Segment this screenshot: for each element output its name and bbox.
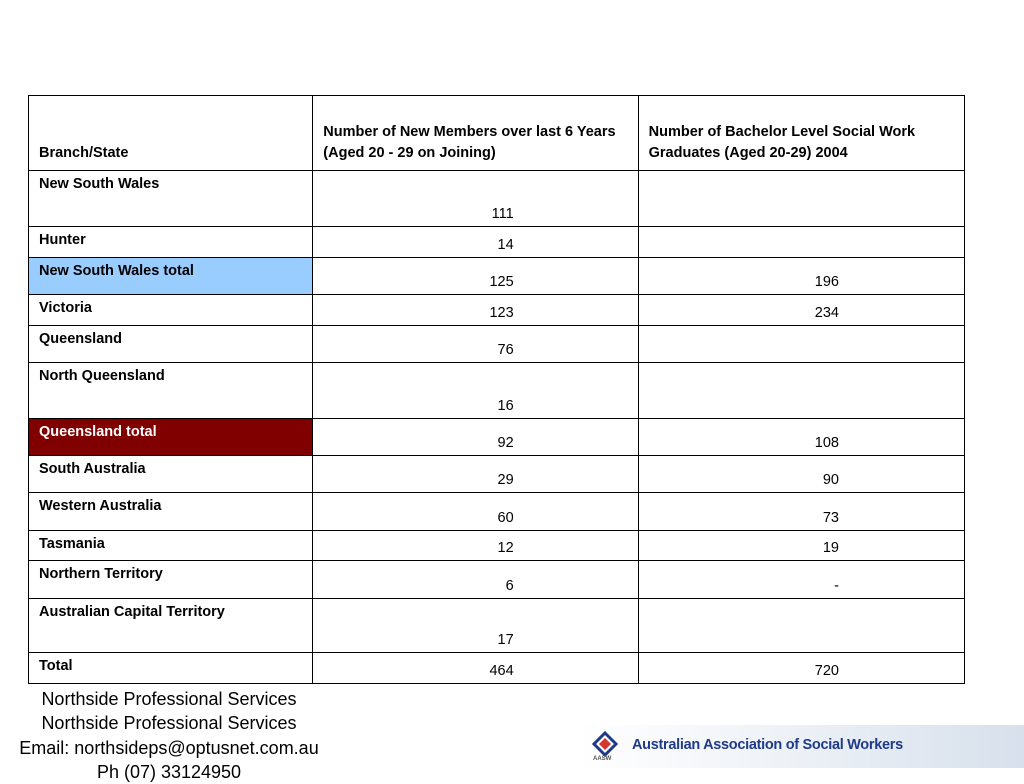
- graduates-cell: 90: [638, 456, 964, 493]
- graduates-cell: 196: [638, 258, 964, 295]
- branch-cell: South Australia: [29, 456, 313, 493]
- branch-cell: North Queensland: [29, 363, 313, 419]
- members-cell: 92: [313, 419, 638, 456]
- graduates-cell: [638, 227, 964, 258]
- table-row: [29, 419, 965, 456]
- graduates-cell: [638, 171, 964, 227]
- graduates-cell: -: [638, 561, 964, 599]
- table-row: [29, 561, 965, 599]
- header-graduates: Number of Bachelor Level Social Work Graduates (Aged 20-29) 2004: [638, 96, 964, 171]
- branch-cell: Hunter: [29, 227, 313, 258]
- branch-cell-highlighted: Queensland total: [29, 419, 313, 456]
- graduates-cell: [638, 599, 964, 653]
- members-cell: 111: [313, 171, 638, 227]
- table-row: [29, 295, 965, 326]
- table-row: [29, 227, 965, 258]
- members-cell: 12: [313, 531, 638, 561]
- logo-abbreviation: AASW: [593, 756, 612, 762]
- members-cell: 17: [313, 599, 638, 653]
- branch-cell: Victoria: [29, 295, 313, 326]
- footer-company-line-2: Northside Professional Services: [41, 713, 297, 733]
- header-new-members: Number of New Members over last 6 Years (Aged 20 - 29 on Joining): [313, 96, 638, 171]
- table-row-total: [29, 653, 965, 684]
- table-row: [29, 258, 965, 295]
- members-cell: 464: [313, 653, 638, 684]
- members-cell: 16: [313, 363, 638, 419]
- members-cell: 76: [313, 326, 638, 363]
- membership-table: [28, 95, 965, 684]
- table-row: [29, 531, 965, 561]
- header-branch: Branch/State: [29, 96, 313, 171]
- table-row: [29, 493, 965, 531]
- branch-cell: Northern Territory: [29, 561, 313, 599]
- footer-phone: Ph (07) 33124950: [96, 762, 242, 782]
- branch-cell: New South Wales: [29, 171, 313, 227]
- branch-cell: Australian Capital Territory: [29, 599, 313, 653]
- table-row: [29, 363, 965, 419]
- graduates-cell: 720: [638, 653, 964, 684]
- aasw-logo-banner: [580, 725, 1024, 768]
- table-row: [29, 171, 965, 227]
- table-header-row: [29, 96, 965, 171]
- footer-company-line-1: Northside Professional Services: [41, 689, 297, 709]
- footer-email: Email: northsideps@optusnet.com.au: [19, 738, 319, 758]
- members-cell: 123: [313, 295, 638, 326]
- branch-cell: Total: [29, 653, 313, 684]
- branch-cell-highlighted: New South Wales total: [29, 258, 313, 295]
- branch-cell: Western Australia: [29, 493, 313, 531]
- table-row: [29, 456, 965, 493]
- members-cell: 125: [313, 258, 638, 295]
- branch-cell: Queensland: [29, 326, 313, 363]
- table-row: [29, 326, 965, 363]
- graduates-cell: [638, 363, 964, 419]
- graduates-cell: 19: [638, 531, 964, 561]
- graduates-cell: [638, 326, 964, 363]
- members-cell: 29: [313, 456, 638, 493]
- members-cell: 14: [313, 227, 638, 258]
- members-cell: 6: [313, 561, 638, 599]
- members-cell: 60: [313, 493, 638, 531]
- graduates-cell: 108: [638, 419, 964, 456]
- branch-cell: Tasmania: [29, 531, 313, 561]
- logo-organisation-name: Australian Association of Social Workers: [632, 737, 903, 753]
- table-row: [29, 599, 965, 653]
- graduates-cell: 73: [638, 493, 964, 531]
- graduates-cell: 234: [638, 295, 964, 326]
